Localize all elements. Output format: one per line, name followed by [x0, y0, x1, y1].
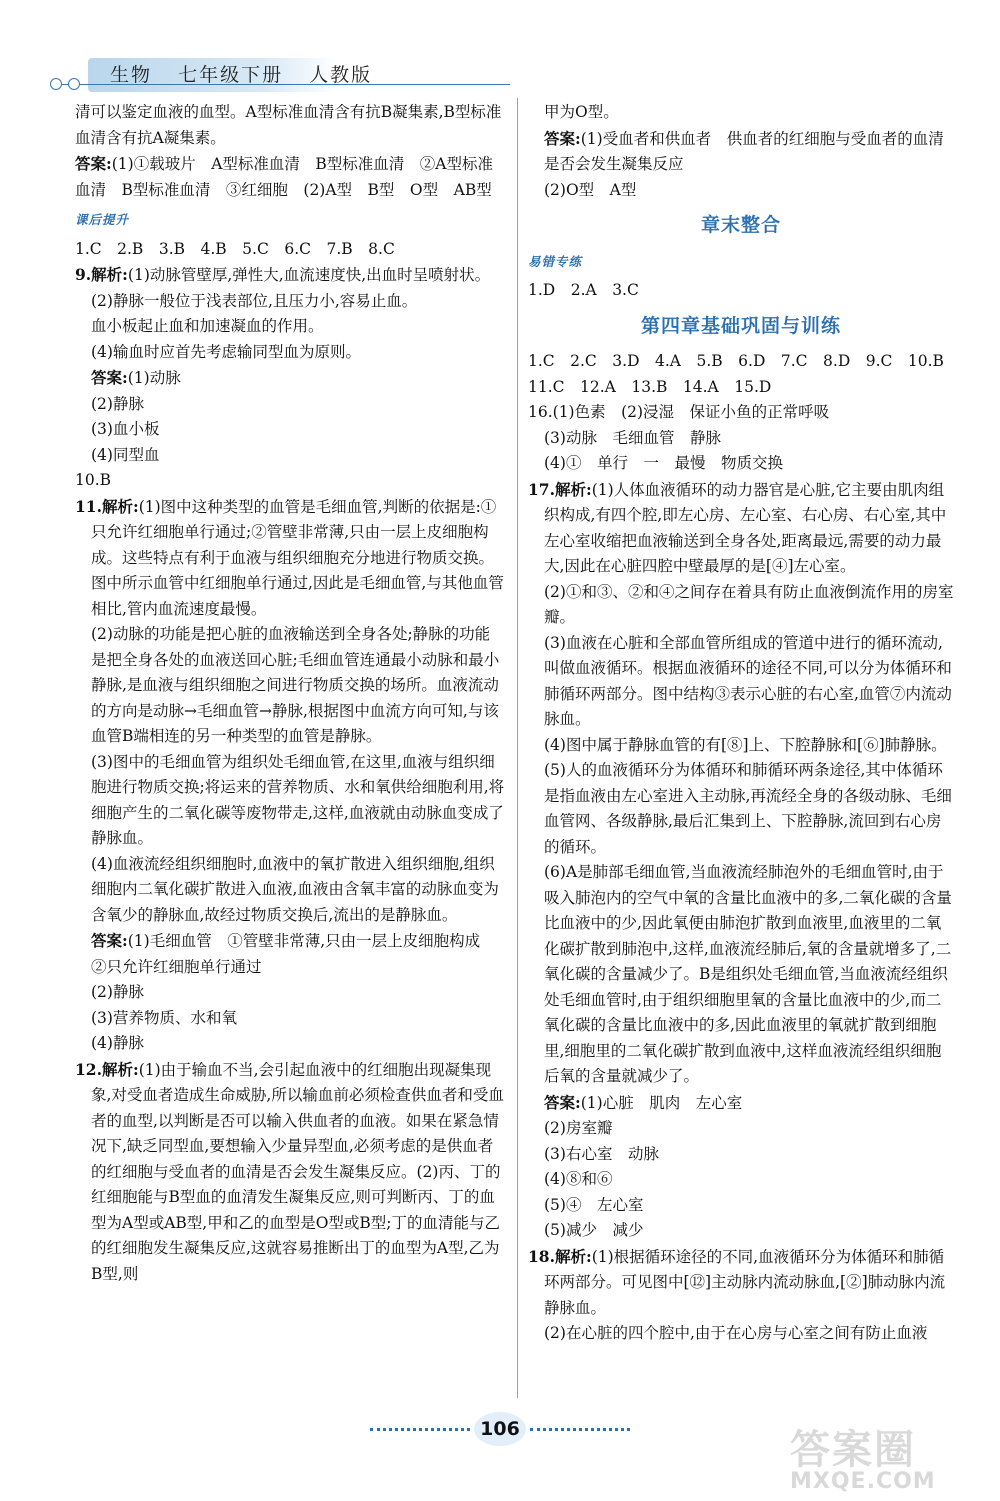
item-text: (2)静脉一般位于浅表部位,且压力小,容易止血。 [91, 291, 418, 310]
text-paragraph [75, 1006, 505, 1032]
item-text: (1)根据循环途径的不同,血液循环分为体循环和肺循环两部分。可见图中[⑫]主动脉内流动脉血,[②]肺动脉内流静脉血。 [544, 1247, 946, 1317]
text-paragraph [528, 758, 954, 860]
text-paragraph [75, 392, 505, 418]
item-text: 11.C 12.A 13.B 14.A 15.D [528, 377, 772, 396]
item-key: 答案: [91, 368, 128, 387]
item-key: 17.解析: [528, 479, 592, 499]
item-key: 12.解析: [75, 1059, 139, 1079]
text-paragraph [75, 750, 505, 852]
text-paragraph [528, 1116, 954, 1142]
section-label [528, 249, 954, 275]
item-text: (1)①载玻片 A型标准血清 B型标准血清 ②A型标准血清 B型标准血清 ③红细胞 (2)A型 B型 O型 AB型 [75, 155, 493, 199]
item-text: (4)输血时应首先考虑输同型血为原则。 [91, 342, 361, 361]
item-text: (4)① 单行 一 最慢 物质交换 [544, 454, 783, 472]
text-paragraph [528, 860, 954, 1090]
header-rule [50, 84, 510, 85]
item-key: 答案: [544, 128, 581, 148]
item-text: (4)⑧和⑥ [544, 1170, 613, 1188]
item-text: 清可以鉴定血液的血型。A型标准血清含有抗B凝集素,B型标准血清含有抗A凝集素。 [75, 103, 502, 147]
item-text: (4)静脉 [91, 1034, 144, 1052]
page-number: 106 [474, 1412, 526, 1446]
item-text: 1.C 2.C 3.D 4.A 5.B 6.D 7.C 8.D 9.C 10.B [528, 352, 944, 370]
item-text: 1.C 2.B 3.B 4.B 5.C 6.C 7.B 8.C [75, 239, 395, 258]
text-paragraph [528, 631, 954, 733]
section-heading [528, 314, 954, 340]
item-text: 第四章基础巩固与训练 [640, 314, 841, 337]
text-paragraph [528, 451, 954, 477]
text-paragraph [75, 443, 505, 469]
item-text: (5)人的血液循环分为体循环和肺循环两条途径,其中体循环是指血液由左心室进入主动脉,再流经全身的各级动脉、毛细血管网、各级静脉,最后汇集到上、下腔静脉,流回到右心房的循环。 [544, 761, 952, 856]
item-text: (3)血小板 [91, 420, 160, 438]
item-text: (1)图中这种类型的血管是毛细血管,判断的依据是:①只允许红细胞单行通过;②管壁非常薄,只由一层上皮细胞构成。这些特点有利于血液与组织细胞充分地进行物质交换。图中所示血管中红细胞单行通过,因此是毛细血管,与其他血管相比,管内血流速度最慢。 [91, 497, 504, 618]
item-text: (5)减少 减少 [544, 1221, 644, 1239]
text-paragraph [75, 980, 505, 1006]
text-paragraph [75, 289, 505, 315]
text-paragraph [528, 126, 954, 178]
watermark-url: MXQE.COM [790, 1469, 936, 1494]
item-text: (1)毛细血管 ①管壁非常薄,只由一层上皮细胞构成 ②只允许红细胞单行通过 [91, 932, 496, 976]
header-grade: 七年级下册 [178, 64, 284, 86]
item-text: 16.(1)色素 (2)浸湿 保证小鱼的正常呼吸 [528, 403, 830, 421]
item-text: (2)O型 A型 [544, 180, 637, 199]
text-paragraph [528, 1218, 954, 1244]
left-column [75, 100, 505, 1287]
item-text: (4)图中属于静脉血管的有[⑧]上、下腔静脉和[⑥]肺静脉。 [544, 735, 947, 754]
item-text: (4)血液流经组织细胞时,血液中的氧扩散进入组织细胞,组织细胞内二氧化碳扩散进入血液,血液由含氧丰富的动脉血变为含氧少的静脉血,故经过物质交换后,流出的是静脉血。 [91, 854, 499, 924]
item-text: (2)在心脏的四个腔中,由于在心房与心室之间有防止血液 [544, 1324, 928, 1342]
text-paragraph [75, 622, 505, 750]
text-paragraph [75, 151, 505, 203]
header-ring-icon [50, 78, 62, 90]
text-paragraph [528, 178, 954, 204]
text-paragraph [528, 1193, 954, 1219]
item-key: 答案: [75, 154, 112, 173]
text-paragraph [75, 468, 505, 494]
header-ring-icon [68, 78, 80, 90]
item-key: 答案: [544, 1092, 581, 1112]
text-paragraph [75, 1031, 505, 1057]
item-text: 血小板起止血和加速凝血的作用。 [91, 317, 324, 335]
item-text: (1)动脉 [127, 369, 181, 387]
item-text: (4)同型血 [91, 445, 160, 464]
text-paragraph [528, 349, 954, 375]
text-paragraph [528, 400, 954, 426]
item-text: (3)血液在心脏和全部血管所组成的管道中进行的循环流动,叫做血液循环。根据血液循环的途径不同,可以分为体循环和肺循环两部分。图中结构③表示心脏的右心室,血管⑦内流动脉血。 [544, 633, 952, 728]
text-paragraph [75, 928, 505, 980]
item-text: (1)动脉管壁厚,弹性大,血流速度快,出血时呈喷射状。 [127, 266, 491, 284]
item-text: (1)受血者和供血者 供血者的红细胞与受血者的血清是否会发生凝集反应 [544, 129, 944, 173]
item-text: (1)心脏 肌肉 左心室 [580, 1093, 743, 1112]
text-paragraph [528, 1244, 954, 1322]
item-text: (3)营养物质、水和氧 [91, 1008, 237, 1027]
item-key: 9.解析: [75, 265, 128, 284]
item-text: (2)动脉的功能是把心脏的血液输送到全身各处;静脉的功能是把全身各处的血液送回心脏;毛细血管连通最小动脉和最小静脉,是血液与组织细胞之间进行物质交换的场所。血液流动的方向是动脉→毛细血管→静脉,根据图中血流方向可知,与该血管B端相连的另一种类型的血管是静脉。 [91, 625, 500, 745]
text-paragraph [75, 262, 505, 289]
page-header [0, 0, 1000, 100]
header-subject: 生物 [110, 64, 153, 86]
text-paragraph [528, 1090, 954, 1117]
item-text: (3)图中的毛细血管为组织处毛细血管,在这里,血液与组织细胞进行物质交换;将运来的营养物质、水和氧供给细胞利用,将细胞产生的二氧化碳等废物带走,这样,血液就由动脉血变成了静脉血。 [91, 752, 505, 847]
item-text: 课后提升 [75, 212, 130, 227]
text-paragraph [528, 1142, 954, 1168]
item-key: 18.解析: [528, 1246, 592, 1266]
header-title [110, 60, 390, 87]
item-text: (2)房室瓣 [544, 1119, 613, 1137]
item-text: (6)A是肺部毛细血管,当血液流经肺泡外的毛细血管时,由于吸入肺泡内的空气中氧的含量比血液中的多,二氧化碳的含量比血液中的少,因此氧便由肺泡扩散到血液里,血液里的二氧化碳扩散到肺泡中,这样,血液流经肺后,氧的含量就增多了,二氧化碳的含量减少了。B是组织处毛细血管,当血液流经组织处毛细血管时,由于组织细胞里氧的含量比血液中的少,而二氧化碳的含量比血液中的多,因此血液里的氧就扩散到细胞里,细胞里的二氧化碳扩散到血液中,这样血液流经组织细胞后氧的含量就减少了。 [544, 863, 952, 1085]
section-label [75, 207, 505, 233]
text-paragraph [528, 278, 954, 304]
section-heading [528, 213, 954, 239]
text-paragraph [528, 426, 954, 452]
item-key: 答案: [91, 931, 128, 950]
text-paragraph [75, 417, 505, 443]
item-text: (5)④ 左心室 [544, 1195, 644, 1214]
text-paragraph [75, 494, 505, 623]
item-text: (3)动脉 毛细血管 静脉 [544, 428, 721, 447]
item-text: (2)静脉 [91, 394, 144, 413]
text-paragraph [528, 100, 954, 126]
item-text: (2)①和③、②和④之间存在着具有防止血液倒流作用的房室瓣。 [544, 582, 954, 626]
text-paragraph [75, 340, 505, 366]
watermark-text: 答案圈 [790, 1427, 916, 1473]
text-paragraph [75, 100, 505, 151]
item-text: (3)右心室 动脉 [544, 1144, 659, 1163]
text-paragraph [75, 314, 505, 340]
text-paragraph [528, 580, 954, 631]
header-edition: 人教版 [309, 64, 373, 86]
watermark-logo [790, 1418, 990, 1498]
right-column [528, 100, 954, 1347]
item-text: 甲为O型。 [544, 103, 619, 121]
text-paragraph [528, 477, 954, 580]
column-divider [517, 98, 518, 1398]
text-paragraph [75, 365, 505, 392]
text-paragraph [75, 852, 505, 929]
item-text: (1)由于输血不当,会引起血液中的红细胞出现凝集现象,对受血者造成生命威胁,所以输血前必须检查供血者和受血者的血型,以判断是否可以输入供血者的血液。如果在紧急情况下,缺乏同型血,要想输入少量异型血,必须考虑的是供血者的红细胞与受血者的血清是否会发生凝集反应。(2)丙、丁的红细胞能与B型血的血清发生凝集反应,则可判断丙、丁的血型为A型或AB型,甲和乙的血型是O型或B型;丁的血清能与乙的红细胞发生凝集反应,这就容易推断出丁的血型为A型,乙为B型,则 [91, 1060, 504, 1283]
text-paragraph [528, 1167, 954, 1193]
item-text: 章末整合 [700, 214, 781, 236]
footer-dots-right [530, 1428, 630, 1431]
item-text: (1)人体血液循环的动力器官是心脏,它主要由肌肉组织构成,有四个腔,即左心房、左心室、右心房、右心室,其中左心室收缩把血液输送到全身各处,距离最远,需要的动力最大,因此在心脏四腔中壁最厚的是[④]左心室。 [544, 480, 947, 575]
item-text: (2)静脉 [91, 983, 144, 1001]
text-paragraph [528, 375, 954, 401]
footer-dots-left [370, 1428, 470, 1431]
text-paragraph [528, 1321, 954, 1347]
item-key: 11.解析: [75, 496, 139, 516]
item-text: 易错专练 [528, 253, 583, 269]
text-paragraph [75, 237, 505, 263]
text-paragraph [528, 733, 954, 759]
item-text: 1.D 2.A 3.C [528, 281, 639, 299]
text-paragraph [75, 1057, 505, 1288]
item-text: 10.B [75, 471, 112, 489]
